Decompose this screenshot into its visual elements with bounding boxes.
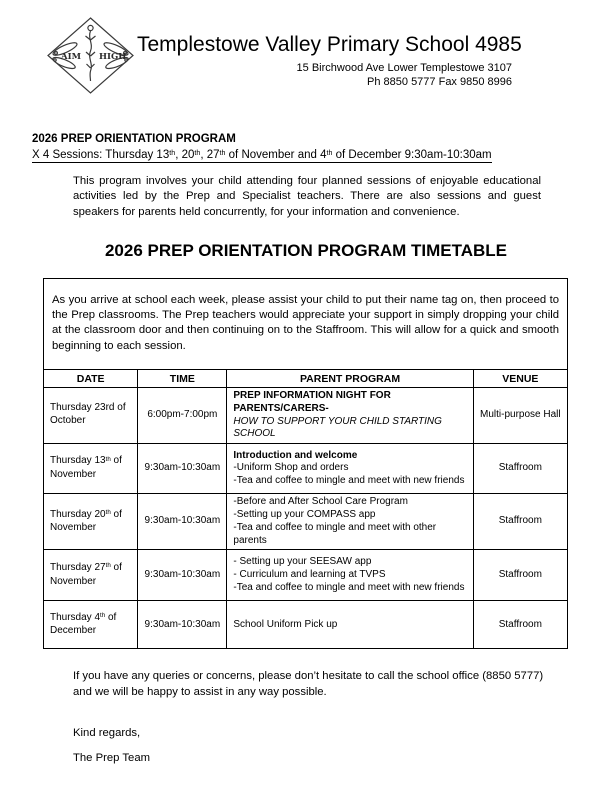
crest-motto-left: AIM: [61, 52, 81, 62]
venue-cell: Staffroom: [473, 550, 567, 601]
ordinal-suffix: th: [326, 148, 333, 157]
date-cell: Thursday 20th of November: [44, 494, 138, 550]
crest-motto-right: HIGH: [99, 52, 127, 62]
date-cell: Thursday 13th of November: [44, 444, 138, 494]
column-header-parent-program: PARENT PROGRAM: [227, 370, 473, 388]
venue-cell: Staffroom: [473, 444, 567, 494]
timetable-table: [43, 369, 568, 649]
date-cell: Thursday 4th of December: [44, 601, 138, 649]
time-cell: 9:30am-10:30am: [138, 550, 227, 601]
table-row: [44, 601, 568, 649]
timetable-heading: 2026 PREP ORIENTATION PROGRAM TIMETABLE: [104, 240, 508, 260]
table-row: [44, 444, 568, 494]
arrival-instructions: As you arrive at school each week, please assist your child to put their name tag on, then proceed to the Prep classrooms. The Prep teachers would appreciate your support in simply dropping your child at the classroom door and then continuing on to the Staffroom. This will allow for a quick and smooth beginning to each session.: [43, 278, 568, 369]
program-cell: -Before and After School Care Program -Setting up your COMPASS app -Tea and coffee to mingle and meet with other parents: [227, 494, 473, 550]
regards-line: Kind regards,: [73, 727, 141, 740]
program-description: This program involves your child attending four planned sessions of enjoyable educational activities led by the Prep and Specialist teachers. There are also sessions and guest speakers for parents held concurrently, for your information and convenience.: [73, 175, 541, 218]
time-cell: 9:30am-10:30am: [138, 494, 227, 550]
intro-section: [32, 133, 612, 220]
sessions-text: , 20: [175, 149, 195, 161]
program-cell: School Uniform Pick up: [227, 601, 473, 649]
timetable-box: [43, 278, 568, 650]
column-header-date: DATE: [44, 370, 138, 388]
school-phone-fax: Ph 8850 5777 Fax 9850 8996: [367, 76, 512, 88]
school-name: Templestowe Valley Primary School 4985: [137, 33, 522, 56]
venue-cell: Staffroom: [473, 601, 567, 649]
letterhead: [0, 0, 612, 96]
date-cell: Thursday 23rd of October: [44, 388, 138, 444]
signature-line: The Prep Team: [73, 752, 151, 765]
sessions-line: [32, 149, 492, 163]
column-header-time: TIME: [138, 370, 227, 388]
column-header-venue: VENUE: [473, 370, 567, 388]
table-row: [44, 388, 568, 444]
date-cell: Thursday 27th of November: [44, 550, 138, 601]
closing-paragraph: If you have any queries or concerns, please don’t hesitate to call the school office (8850 5777) and we will be happy to assist in any way possible.: [73, 670, 544, 698]
time-cell: 9:30am-10:30am: [138, 601, 227, 649]
ordinal-suffix: th: [194, 148, 201, 157]
school-crest-icon: [46, 16, 135, 95]
table-row: [44, 550, 568, 601]
sessions-text: of December 9:30am-10:30am: [332, 149, 492, 161]
time-cell: 6:00pm-7:00pm: [138, 388, 227, 444]
table-row: [44, 494, 568, 550]
address-block: [297, 61, 512, 89]
venue-cell: Staffroom: [473, 494, 567, 550]
program-cell: PREP INFORMATION NIGHT FOR PARENTS/CARERS- HOW TO SUPPORT YOUR CHILD STARTING SCHOOL: [227, 388, 473, 444]
program-cell: Introduction and welcome -Uniform Shop and orders -Tea and coffee to mingle and meet with new friends: [227, 444, 473, 494]
sessions-text: , 27: [200, 149, 220, 161]
time-cell: 9:30am-10:30am: [138, 444, 227, 494]
venue-cell: Multi-purpose Hall: [473, 388, 567, 444]
program-title: 2026 PREP ORIENTATION PROGRAM: [32, 133, 236, 145]
ordinal-suffix: th: [169, 148, 176, 157]
ordinal-suffix: th: [219, 148, 226, 157]
school-address: 15 Birchwood Ave Lower Templestowe 3107: [296, 62, 512, 74]
table-header-row: [44, 370, 568, 388]
sessions-text: X 4 Sessions: Thursday 13: [32, 149, 170, 161]
sessions-text: of November and 4: [225, 149, 327, 161]
program-cell: - Setting up your SEESAW app - Curriculum and learning at TVPS -Tea and coffee to mingle and meet with new friends: [227, 550, 473, 601]
